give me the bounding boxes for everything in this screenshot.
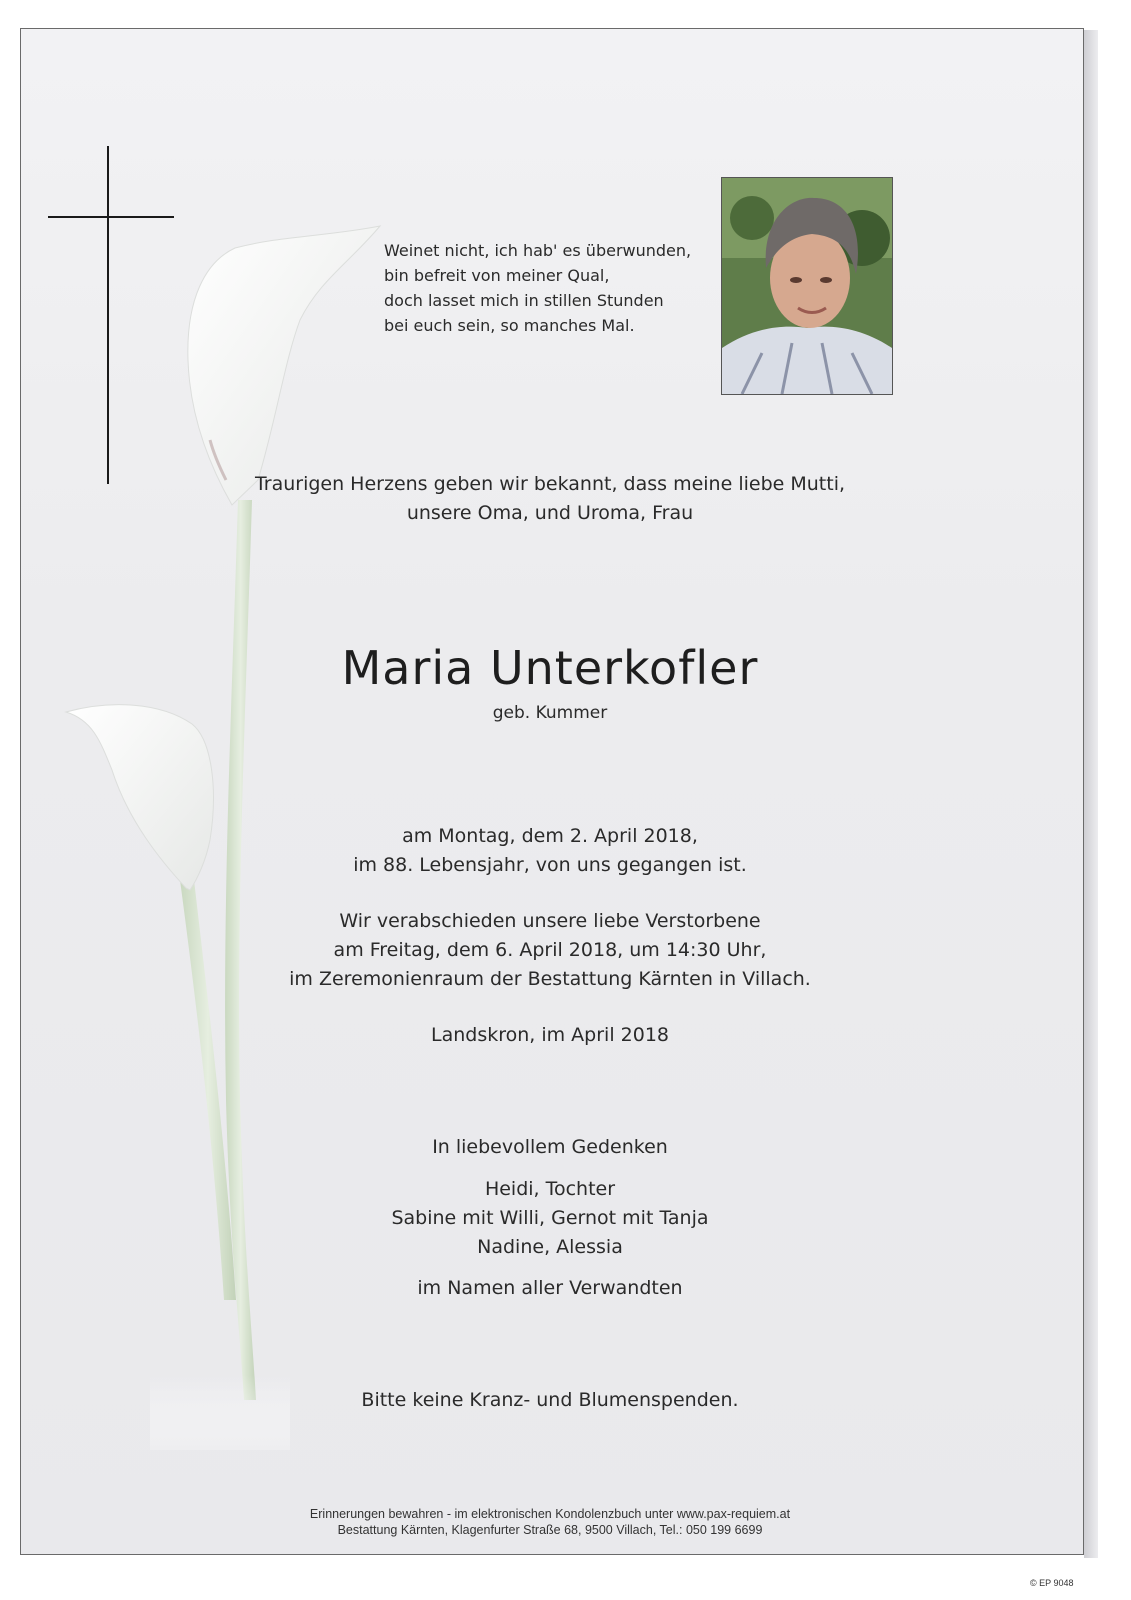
family-line: Heidi, Tochter (484, 1178, 616, 1200)
death-line: im 88. Lebensjahr, von uns gegangen ist. (353, 854, 747, 876)
deceased-name-block (230, 641, 870, 725)
deceased-name: Maria Unterkofler (341, 641, 759, 695)
request-text: Bitte keine Kranz- und Blumenspenden. (361, 1389, 739, 1411)
family-line: Nadine, Alessia (477, 1236, 623, 1258)
memory-heading (230, 1133, 870, 1162)
footer-line: Erinnerungen bewahren - im elektronischen Kondolenzbuch unter www.pax-requiem.at (309, 1507, 791, 1521)
death-line: am Montag, dem 2. April 2018, (402, 825, 698, 847)
funeral-line: Wir verabschieden unsere liebe Verstorbene (339, 910, 761, 932)
poem-line: bei euch sein, so manches Mal. (384, 316, 635, 335)
poem-line: doch lasset mich in stillen Stunden (384, 291, 664, 310)
memory-text: In liebevollem Gedenken (432, 1136, 668, 1158)
footer (230, 1506, 870, 1538)
place-date-text: Landskron, im April 2018 (430, 1024, 670, 1046)
family-line: Sabine mit Willi, Gernot mit Tanja (391, 1207, 709, 1229)
cross-vertical-bar (107, 146, 109, 484)
family-list (230, 1175, 870, 1262)
relatives-text: im Namen aller Verwandten (417, 1277, 683, 1299)
product-code: © EP 9048 (1030, 1578, 1074, 1588)
flower-request (230, 1386, 870, 1415)
intro-text (230, 470, 870, 528)
intro-line: Traurigen Herzens geben wir bekannt, dass meine liebe Mutti, (254, 473, 846, 495)
relatives-note (230, 1274, 870, 1303)
place-date (230, 1021, 870, 1050)
poem-line: bin befreit von meiner Qual, (384, 266, 610, 285)
cross-horizontal-bar (48, 216, 174, 218)
footer-line: Bestattung Kärnten, Klagenfurter Straße 68, 9500 Villach, Tel.: 050 199 6699 (337, 1523, 763, 1537)
portrait-photo (721, 177, 893, 395)
funeral-info (230, 907, 870, 994)
funeral-line: im Zeremonienraum der Bestattung Kärnten in Villach. (289, 968, 811, 990)
funeral-line: am Freitag, dem 6. April 2018, um 14:30 Uhr, (333, 939, 767, 961)
maiden-name: geb. Kummer (492, 703, 608, 723)
poem (384, 238, 724, 338)
death-info (230, 822, 870, 880)
poem-line: Weinet nicht, ich hab' es überwunden, (384, 241, 692, 260)
portrait-image (722, 178, 892, 394)
intro-line: unsere Oma, und Uroma, Frau (406, 502, 694, 524)
